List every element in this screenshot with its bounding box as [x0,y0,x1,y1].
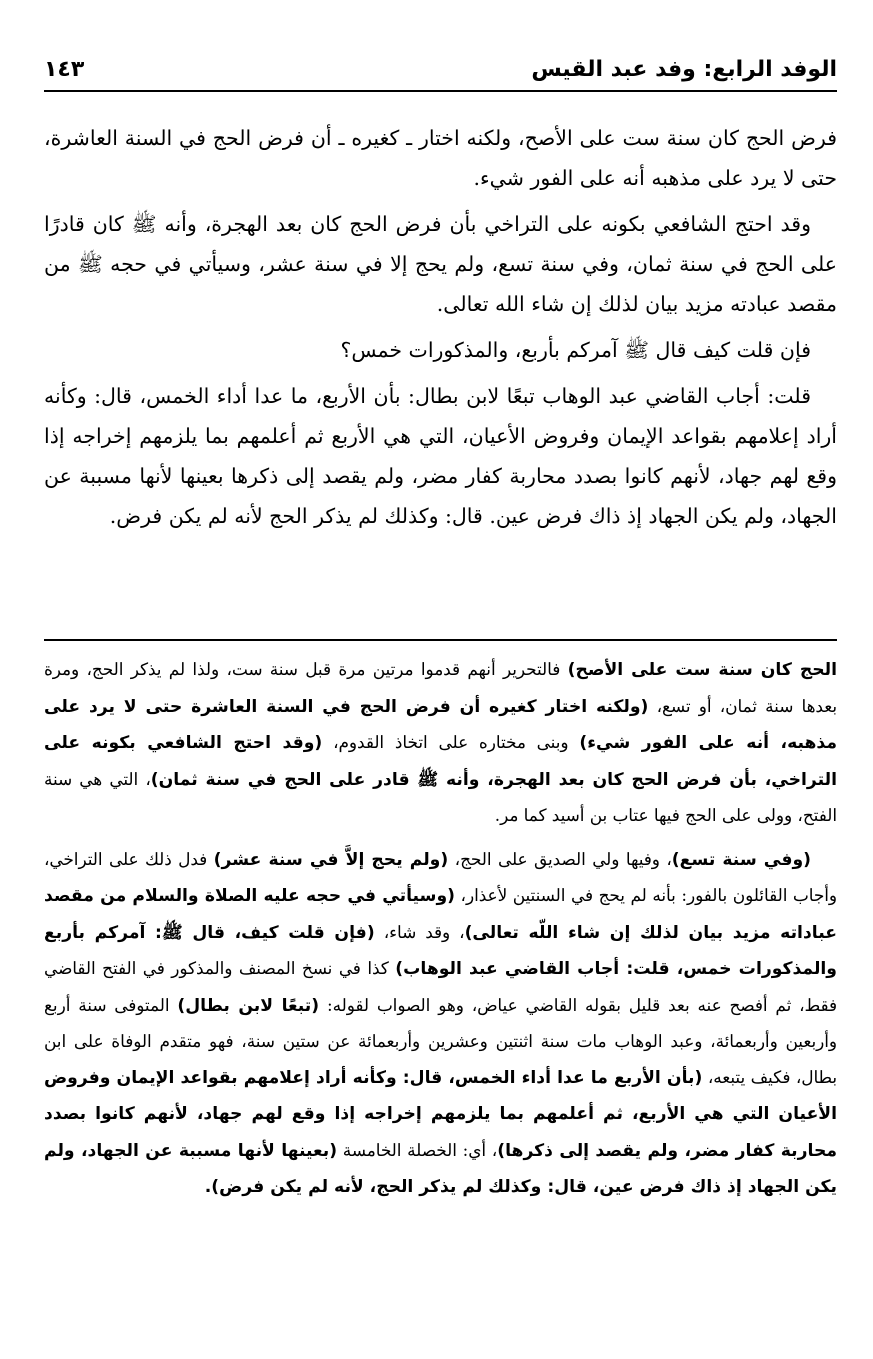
quoted-text: الحج كان سنة ست على الأصح) [567,660,837,680]
footnotes [44,652,837,1206]
quoted-text: (وسيأتي في حجه عليه الصلاة والسلام من مقصد عباداته مزيد بيان لذلك إن شاء اللّه تعالى) [44,886,837,943]
commentary-text: ، وقد شاء، [374,921,465,942]
quoted-text: (بأن الأربع ما عدا أداء الخمس، قال: وكأنه أراد إعلامهم بقواعد الإيمان وفروض الأعيان التي هي الأربع، ثم أعلمهم بما يلزمهم إخراجه إذا وقع لهم جهاد، لأنهم كانوا بصدد محاربة كفار مضر، ولم يقصد إلى ذكرها) [44,1067,837,1161]
commentary-text: فالتحرير أنهم قدموا مرتين مرة قبل سنة ست، ولذا لم يذكر الحج، ومرة بعدها سنة ثمان، أو تسع، [44,659,837,716]
quoted-text: (بعينها لأنها مسببة عن الجهاد، ولم يكن الجهاد إذ ذاك فرض عين، قال: وكذلك لم يذكر الحج، لأنه لم يكن فرض). [44,1140,837,1197]
quoted-text: (تبعًا لابن بطال) [177,995,320,1016]
commentary-text: ، التي هي سنة الفتح، وولى على الحج فيها عتاب بن أسيد كما مر. [44,768,837,825]
quoted-text: (ولكنه اختار كغيره أن فرض الحج في السنة العاشرة حتى لا يرد على مذهبه، أنه على الفور شيء) [44,696,838,753]
quoted-text: (وقد احتج الشافعي بكونه على التراخي، بأن فرض الحج كان بعد الهجرة، وأنه ﷺ قادر على الحج في سنة ثمان) [44,733,837,790]
running-title: الوفد الرابع: وفد عبد القيس [531,57,837,82]
footnote-separator [44,639,837,641]
commentary-text: وبنى مختاره على اتخاذ القدوم، [322,732,580,752]
footnote-paragraph [44,842,837,1206]
commentary-text: ، وفيها ولي الصديق على الحج، [448,848,672,869]
page-number: ١٤٣ [44,57,85,82]
commentary-text: فدل ذلك على التراخي، وأجاب القائلون بالفور: بأنه لم يحج في السنتين لأعذار، [44,848,837,905]
commentary-text: المتوفى سنة أربع وأربعين وأربعمائة، وعبد الوهاب مات سنة اثنتين وعشرين وأربعمائة عن ستين سنة، فهو متقدم الوفاة على ابن بطال، فكيف يتبعه، [44,994,837,1087]
footnote-paragraph [44,652,837,834]
quoted-text: (فإن قلت كيف، قال ﷺ: آمركم بأربع والمذكورات خمس، قلت: أجاب القاضي عبد الوهاب) [44,922,837,979]
main-paragraph: قلت: أجاب القاضي عبد الوهاب تبعًا لابن بطال: بأن الأربع، ما عدا أداء الخمس، قال: وكأنه أراد إعلامهم بقواعد الإيمان وفروض الأعيان، التي هي الأربع ثم أعلمهم بما يلزمهم إخراجه إذا وقع لهم جهاد، لأنهم كانوا بصدد محاربة كفار مضر، ولم يقصد إلى ذكرها بعينها لأنها مسببة عن الجهاد، ولم يكن الجهاد إذ ذاك فرض عين. قال: وكذلك لم يذكر الحج لأنه لم يكن فرض. [44,384,837,528]
quoted-text: (وفي سنة تسع) [671,849,811,870]
quoted-text: (ولم يحج إلاَّ في سنة عشر) [213,849,449,870]
main-paragraph: وقد احتج الشافعي بكونه على التراخي بأن فرض الحج كان بعد الهجرة، وأنه ﷺ كان قادرًا على الحج في سنة ثمان، وفي سنة تسع، ولم يحج إلا في سنة عشر، وسيأتي في حجه ﷺ من مقصد عبادته مزيد بيان لذلك إن شاء الله تعالى. [44,212,837,316]
commentary-text: كذا في نسخ المصنف والمذكور في الفتح القاضي فقط، ثم أفصح عنه بعد قليل بقوله القاضي عياض، وهو الصواب لقوله: [44,958,837,1015]
commentary-text: ، أي: الخصلة الخامسة [337,1139,498,1160]
main-paragraph: فإن قلت كيف قال ﷺ آمركم بأربع، والمذكورات خمس؟ [340,338,811,362]
main-paragraph: فرض الحج كان سنة ست على الأصح، ولكنه اختار ـ كغيره ـ أن فرض الحج في السنة العاشرة، حتى لا يرد على مذهبه أنه على الفور شيء. [44,126,837,190]
running-header [44,50,837,92]
main-text [44,118,837,536]
